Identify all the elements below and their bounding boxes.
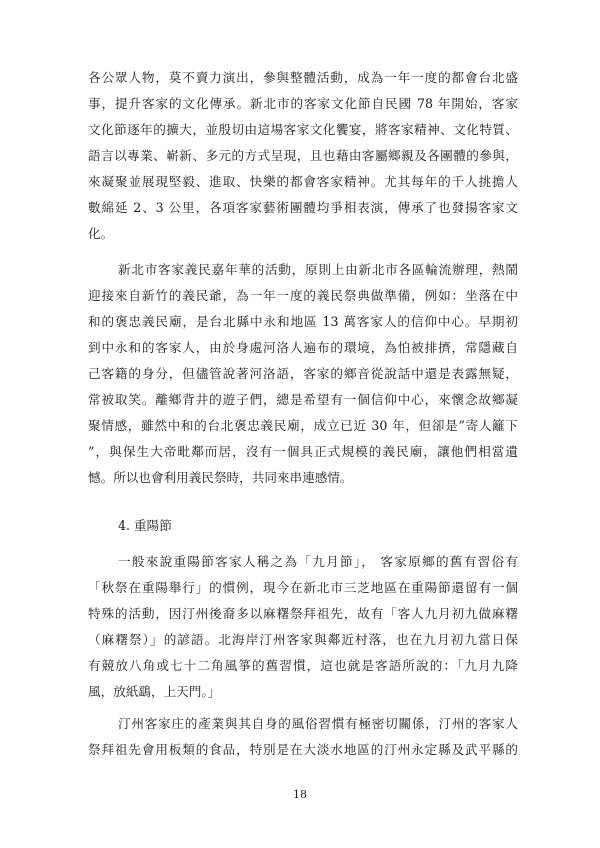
text-line: 數綿延 2、3 公里，各項客家藝術團體均爭相表演，傳承了也發揚客家文 xyxy=(88,200,518,215)
text-line: 風，放紙鷂，上天門。」 xyxy=(88,684,221,699)
text-line: 常被取笑。離鄉背井的遊子們，總是希望有一個信仰中心，來懷念故鄉凝 xyxy=(88,392,518,407)
text-line: 到中永和的客家人，由於身處河洛人遍布的環境，為怕被排擠，常隱藏自 xyxy=(88,340,518,355)
text-line: 己客籍的身分，但儘管說著河洛語，客家的鄉音從說話中還是表露無疑， xyxy=(88,366,518,381)
text-line: 新北市客家義民嘉年華的活動，原則上由新北市各區輪流辦理，熱鬧 xyxy=(118,262,518,277)
text-line: 「秋祭在重陽舉行」的慣例，現今在新北市三芝地區在重陽節還留有一個 xyxy=(88,580,518,595)
text-line: 汀州客家庄的產業與其自身的風俗習慣有極密切關係，汀州的客家人 xyxy=(118,716,518,731)
text-line: 憾。所以也會利用義民祭時，共同來串連感情。 xyxy=(88,470,353,485)
text-line: （麻糬祭）」的諺語。北海岸汀州客家與鄰近村落，也在九月初九當日保 xyxy=(88,632,518,647)
text-line: 聚情感，雖然中和的台北褒忠義民廟，成立已近 30 年，但卻是”寄人籬下 xyxy=(88,418,518,433)
text-line: 和的褒忠義民廟，是台北縣中永和地區 13 萬客家人的信仰中心。早期初 xyxy=(88,314,518,329)
text-line: 祭拜祖先會用板類的食品，特別是在大淡水地區的汀州永定縣及武平縣的 xyxy=(88,742,518,757)
text-line: ”，與保生大帝毗鄰而居，沒有一個具正式規模的義民廟，讓他們相當遺 xyxy=(88,444,518,459)
text-line: 語言以專業、嶄新、多元的方式呈現，且也藉由客屬鄉親及各團體的參與， xyxy=(88,148,518,163)
text-line: 各公眾人物，莫不賣力演出，參與整體活動，成為一年一度的都會台北盛 xyxy=(88,70,518,85)
text-line: 有競放八角或七十二角風箏的舊習慣，這也就是客語所說的：「九月九降 xyxy=(88,658,518,673)
text-line: 特殊的活動，因汀州後裔多以麻糬祭拜祖先，故有「客人九月初九做麻糬 xyxy=(88,606,518,621)
text-line: 事，提升客家的文化傳承。新北市的客家文化節自民國 78 年開始，客家 xyxy=(88,96,518,111)
text-line: 文化節逐年的擴大，並殷切由這場客家文化饗宴，將客家精神、文化特質、 xyxy=(88,122,518,137)
text-line: 一般來說重陽節客家人稱之為「九月節」， 客家原鄉的舊有習俗有 xyxy=(118,554,518,569)
page-number: 18 xyxy=(293,788,307,801)
text-line: 迎接來自新竹的義民爺，為一年一度的義民祭典做準備，例如：坐落在中 xyxy=(88,288,518,303)
text-line: 化。 xyxy=(88,226,114,241)
section-heading: 4. 重陽節 xyxy=(118,518,172,533)
text-line: 來凝聚並展現堅毅、進取、快樂的都會客家精神。尤其每年的千人挑擔人 xyxy=(88,174,518,189)
